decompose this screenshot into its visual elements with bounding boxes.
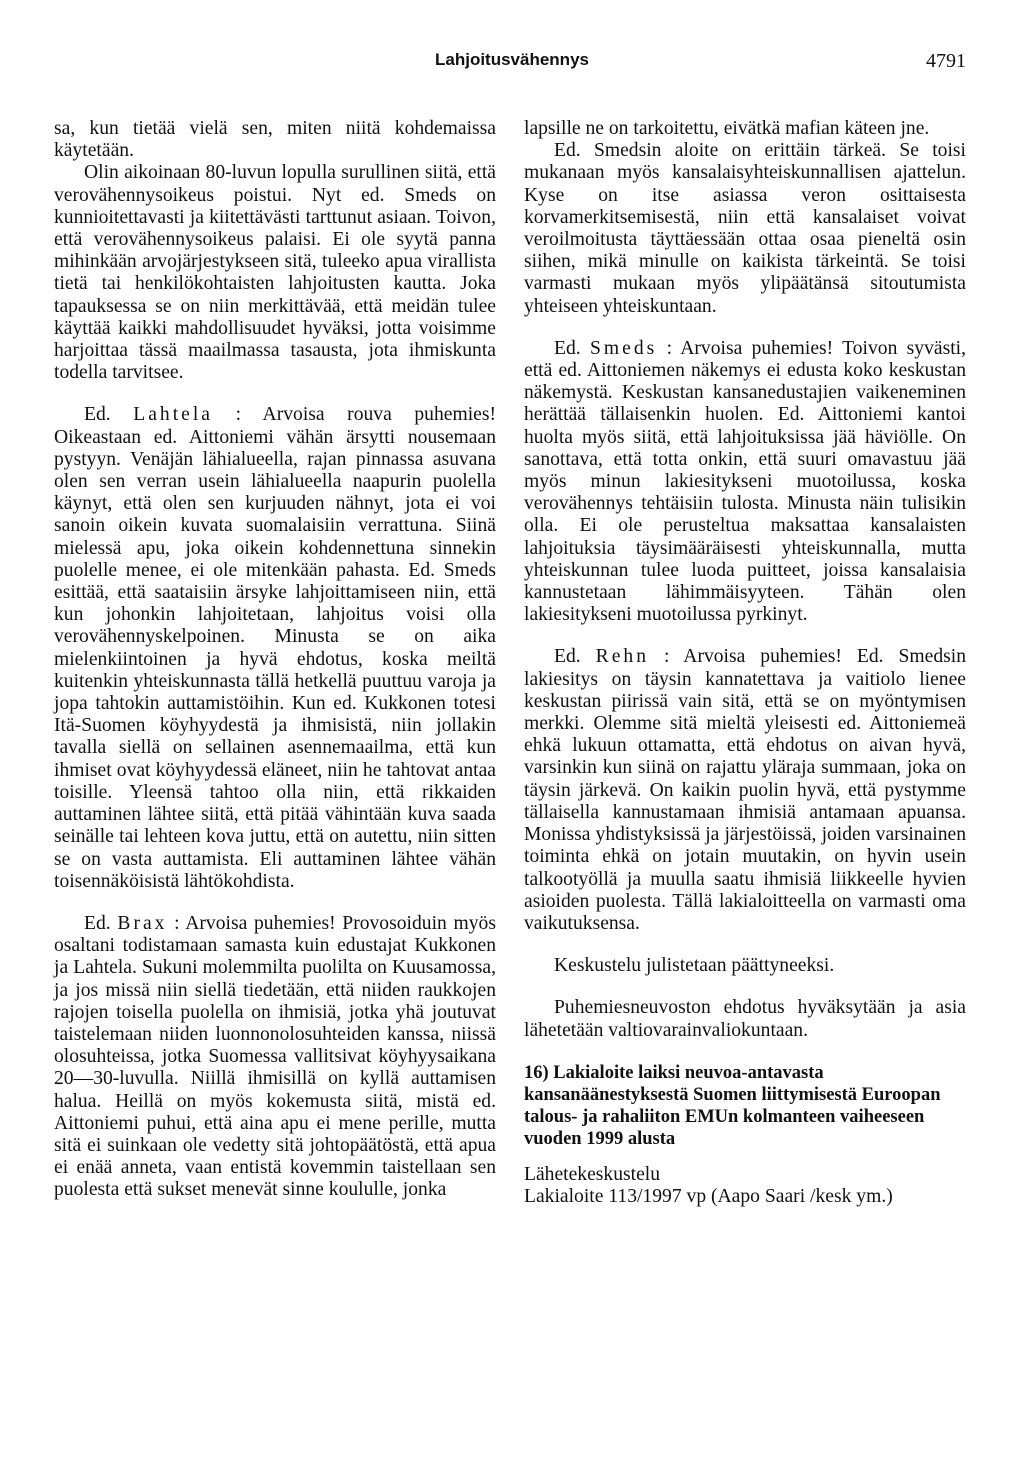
speech-prefix: Ed. (554, 337, 581, 359)
decision-statement: Puhemiesneuvoston ehdotus hyväksytään ja asia lähetetään valtiovarainvaliokuntaan. (524, 997, 966, 1041)
debate-type-line: Lähetekeskustelu (524, 1163, 661, 1185)
speaker-name: Rehn (595, 646, 649, 668)
speech-smeds (524, 338, 966, 627)
speech-lahtela (54, 404, 496, 892)
reference-block (524, 1164, 966, 1208)
speaker-name: Brax (117, 912, 168, 934)
paragraph: lapsille ne on tarkoitettu, eivätkä mafian käteen jne. (524, 118, 930, 139)
speech-rehn (524, 646, 966, 935)
speaker-name: Lahtela (133, 404, 214, 426)
closing-statement: Keskustelu julistetaan päättyneeksi. (554, 955, 835, 977)
page-number: 4791 (926, 50, 966, 72)
speaker-name: Smeds (589, 337, 658, 359)
speech-text: : Arvoisa puhemies! Provosoiduin myös osaltani todistamaan samasta kuin edustajat Kukkonen ja Lahtela. Sukuni molemmilta puolilta on Kuusamossa, ja jos missä niin siellä tiedetään, että niiden raukkojen rajojen toisella puolella on ihmisiä, jotka yhä joutuvat taistelemaan niiden luonnonolosuhteiden kanssa, niissä olosuhteissa, jotka Suomessa vallitsivat köyhyysaikana 20—30-luvulla. Niillä ihmisillä on kyllä auttamisen halua. Heillä on myös kokemusta siitä, mistä ed. Aittoniemi puhui, että aina apu ei mene perille, mutta sitä ei suinkaan ole vedetty sitä johtopäätöstä, että apua ei enää anneta, vaan entistä kovemmin taistellaan sen puolesta että sukset menevät sinne koululle, jonka (54, 912, 496, 1201)
paragraph: Ed. Smedsin aloite on erittäin tärkeä. Se toisi mukanaan myös kansalaisyhteiskunnallisen ajattelun. Kyse on itse asiassa veron osittaisesta korvamerkitsemisestä, niin että kansalaiset voivat veroilmoitusta täyttäessään ottaa osaa pieneltä osin siihen, mikä minulle on kaikista tärkeintä. Se toisi varmasti mukaan myös ylipäätänsä sitoutumista yhteiseen yhteiskuntaan. (524, 140, 966, 317)
right-column (524, 118, 966, 1208)
left-column (54, 118, 496, 1202)
speech-text: : Arvoisa rouva puhemies! Oikeastaan ed. Aittoniemi vähän ärsytti nousemaan pystyyn. Venäjän lähialueella, rajan pinnassa asuvana olen sen verran usein lähialueella naapurin puolella käynyt, että olen sen kurjuuden nähnyt, jota ei voi sanoin oikein kuvata suomalaisiin verrattuna. Siinä mielessä apu, joka oikein kohdennettuna sinnekin puolelle menee, ei ole mitenkään pahasta. Ed. Smeds esittää, että saataisiin ärsyke lahjoittamiseen niin, että kun johonkin lahjoitetaan, lahjoitus voisi olla verovähennyskelpoinen. Minusta se on aika mielenkiintoinen ja hyvä ehdotus, koska meiltä kuitenkin yhteiskunnasta tällä hetkellä puuttuu varoja ja jopa tahtokin auttamistöihin. Kun ed. Kukkonen totesi Itä-Suomen köyhyydestä ja ihmisistä, niin jollakin tavalla siellä on sellainen asennemaailma, että kun ihmiset ovat köyhyydessä eläneet, niin he tahtovat antaa toisille. Yleensä tahtoo olla niin, että rikkaiden auttaminen lähtee siitä, että pitää vähintään kuva saada seinälle tai lehteen kova juttu, että on autettu, niin sitten se on vasta auttamista. Eli auttaminen lähtee vähän toisennäköisistä lähtökohdista. (54, 404, 496, 892)
speech-prefix: Ed. (84, 912, 111, 934)
speech-prefix: Ed. (84, 404, 111, 426)
agenda-item-heading: 16) Lakialoite laiksi neuvoa-antavasta kansanäänestyksestä Suomen liittymisestä Euroopan talous- ja rahaliiton EMUn kolmanteen vaiheeseen vuoden 1999 alusta (524, 1062, 941, 1149)
speech-prefix: Ed. (554, 646, 581, 668)
running-header-title: Lahjoitusvähennys (435, 50, 589, 69)
paragraph: Olin aikoinaan 80-luvun lopulla surullinen siitä, että verovähennysoikeus poistui. Nyt ed. Smeds on kunnioitettavasti ja kiitettävästi tarttunut asiaan. Toivon, että verovähennysoikeus palaisi. Ei ole syytä panna mihinkään arvojärjestykseen sitä, tuleeko apua virallista tietä tai henkilökohtaisten lahjoitusten kautta. Joka tapauksessa se on niin merkittävää, että meidän tulee käyttää kaikki mahdollisuudet hyväksi, jotta voisimme harjoittaa tässä maailmassa tasausta, jota ihmiskunta todella tarvitsee. (54, 162, 496, 384)
speech-text: : Arvoisa puhemies! Toivon syvästi, että ed. Aittoniemen näkemys ei edusta koko keskustan näkemystä. Keskustan kansanedustajien vaikeneminen herättää tällaisenkin huolen. Ed. Aittoniemi kantoi huolta myös siitä, että lahjoituksissa jää häviölle. On sanottava, että totta onkin, että suuri omavastuu jää myös minun lakiesitykseni muotoilussa, koska verovähennys tehtäisiin tulosta. Minusta näin tulisikin olla. Ei ole perusteltua maksattaa kansalaisten lahjoituksia täysimääräisesti yhteiskunnalla, mutta yhteiskunnan tulee luoda puitteet, joissa kansalaisia kannustetaan lähimmäisyyteen. Tähän olen lakiesitykseni muotoilussa pyrkinyt. (524, 337, 966, 626)
paragraph: sa, kun tietää vielä sen, miten niitä kohdemaissa käytetään. (54, 118, 496, 162)
speech-text: : Arvoisa puhemies! Ed. Smedsin lakiesitys on täysin kannatettava ja vaitiolo lienee keskustan piirissä vain sitä, että se on myöntymisen merkki. Olemme sitä mieltä yleisesti ed. Aittoniemeä ehkä lukuun ottamatta, että ehdotus on aivan hyvä, varsinkin kun siinä on rajattu yläraja summaan, joka on täysin järkevä. On kaikin puolin hyvä, että pystymme tällaisella kannustamaan ihmisiä antamaan apuansa. Monissa yhdistyksissä ja järjestöissä, joiden varsinainen toiminta ehkä on jotain muutakin, on hyvin usein talkootyöllä ja muulla saatu ihmisiä liikkeelle hyvien asioiden puolesta. Tällä lakialoitteella on varmasti oma vaikutuksensa. (524, 646, 966, 934)
bill-reference-line: Lakialoite 113/1997 vp (Aapo Saari /kesk ym.) (524, 1185, 893, 1207)
speech-brax (54, 913, 496, 1202)
